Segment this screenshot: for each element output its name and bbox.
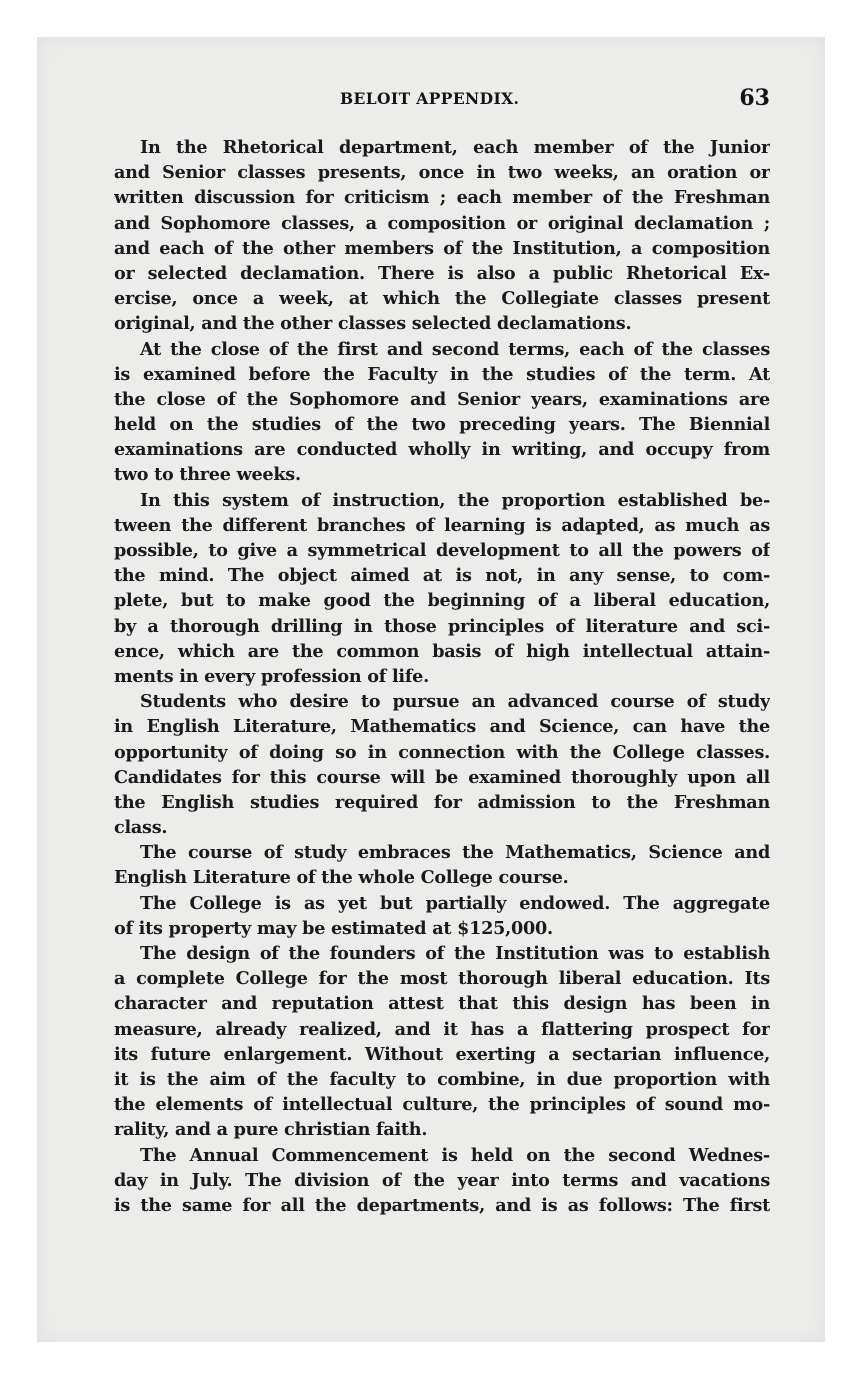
text-line: possible, to give a symmetrical development to all the powers of [114,540,770,561]
text-line: it is the aim of the faculty to combine, in due proportion with [114,1068,770,1090]
paragraph [114,840,770,890]
text-line: The Annual Commencement is held on the second Wednes- [140,1144,770,1166]
text-line: the mind. The object aimed at is not, in any sense, to com- [114,565,770,587]
text-line: In the Rhetorical department, each member of the Junior [140,137,770,158]
text-line: examinations are conducted wholly in writing, and occupy from [114,439,770,461]
text-line: opportunity of doing so in connection with the College classes. [114,741,770,763]
text-line: and Sophomore classes, a composition or original declamation ; [114,212,770,234]
text-line: English Literature of the whole College course. [114,867,569,889]
text-line: Candidates for this course will be examined thoroughly upon all [114,766,770,788]
text-line: held on the studies of the two preceding years. The Biennial [114,414,770,436]
text-line: plete, but to make good the beginning of a liberal education, [114,590,770,612]
page-number: 63 [739,85,770,111]
text-line: ments in every profession of life. [114,665,429,687]
paragraph [114,891,770,941]
text-line: the English studies required for admission to the Freshman [114,791,770,813]
text-line: and each of the other members of the Institution, a composition [114,237,770,259]
text-line: In this system of instruction, the proportion established be- [140,489,770,511]
text-line: by a thorough drilling in those principles of literature and sci- [114,615,770,637]
text-line: in English Literature, Mathematics and Science, can have the [114,716,770,738]
text-line: The College is as yet but partially endowed. The aggregate [140,892,770,914]
paragraph [114,689,770,840]
text-line: of its property may be estimated at $125,000. [114,917,553,939]
text-line: ence, which are the common basis of high intellectual attain- [114,640,770,662]
text-line: the elements of intellectual culture, the principles of sound mo- [114,1094,770,1116]
paragraph [114,337,770,488]
text-line: day in July. The division of the year into terms and vacations [114,1169,770,1191]
text-line: At the close of the first and second terms, each of the classes [140,338,770,360]
text-line: the close of the Sophomore and Senior years, examinations are [114,388,770,410]
text-line: rality, and a pure christian faith. [114,1119,428,1141]
text-line: The course of study embraces the Mathematics, Science and [140,842,770,864]
text-line: Students who desire to pursue an advanced course of study [140,691,770,713]
paragraph [114,941,770,1143]
text-line: a complete College for the most thorough liberal education. Its [114,968,770,990]
text-line: original, and the other classes selected declamations. [114,313,632,335]
paragraph [114,1143,770,1219]
text-line: tween the different branches of learning is adapted, as much as [114,514,770,536]
text-body [114,135,770,1218]
text-line: written discussion for criticism ; each member of the Freshman [114,187,770,209]
text-line: is the same for all the departments, and is as follows: The first [114,1194,770,1216]
text-line: two to three weeks. [114,464,301,486]
page-header [114,85,770,119]
text-line: its future enlargement. Without exerting a sectarian influence, [114,1043,770,1065]
text-line: and Senior classes presents, once in two weeks, an oration or [114,162,770,184]
text-line: or selected declamation. There is also a public Rhetorical Ex- [114,262,770,284]
text-line: character and reputation attest that this design has been in [114,993,770,1015]
text-line: measure, already realized, and it has a flattering prospect for [114,1018,770,1040]
paragraph [114,135,770,337]
text-line: ercise, once a week, at which the Collegiate classes present [114,288,770,310]
running-head: BELOIT APPENDIX. [340,89,520,108]
text-line: class. [114,817,168,839]
text-line: is examined before the Faculty in the studies of the term. At [114,363,770,385]
paragraph [114,488,770,690]
text-line: The design of the founders of the Institution was to establish [140,943,770,964]
